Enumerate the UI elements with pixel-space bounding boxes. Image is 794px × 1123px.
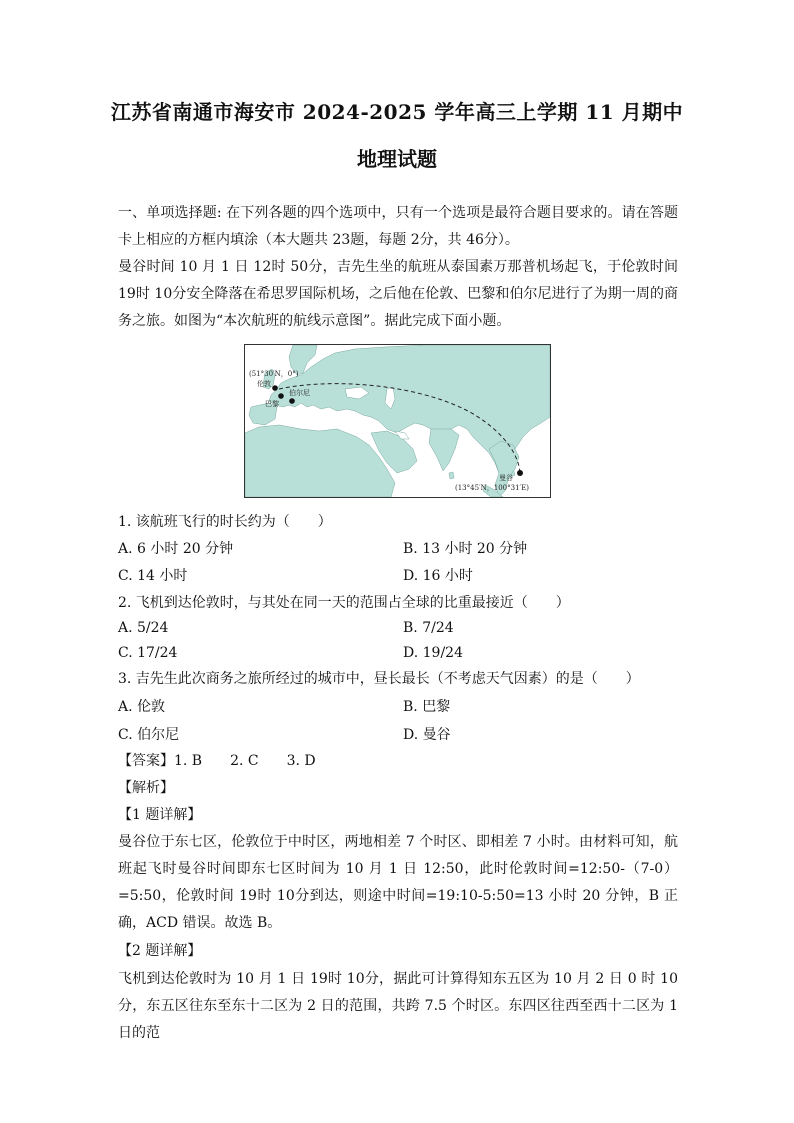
london-coord-label: (51°30′N，0°) <box>249 370 299 378</box>
flight-route-map <box>244 344 551 498</box>
question-stem: 3. 吉先生此次商务之旅所经过的城市中，昼长最长（不考虑天气因素）的是（ ） <box>118 671 640 687</box>
paris-label: 巴黎 <box>265 400 279 408</box>
london-marker <box>272 385 278 391</box>
detail-2-label: 【2 题详解】 <box>118 943 202 959</box>
bangkok-label: 曼谷 <box>499 474 513 482</box>
option-d: D. 曼谷 <box>403 727 451 743</box>
detail-2-text: 飞机到达伦敦时为 10 月 1 日 19时 10分，据此可计算得知东五区为 10 月 2 日 0 时 10 分，东五区往东至东十二区为 2 日的范围，共跨 7.5 个时区。东四区往西至西十二区为 1 日的范 <box>118 971 678 1041</box>
answer-line: 【答案】1. B 2. C 3. D <box>118 753 316 769</box>
option-c: C. 伯尔尼 <box>118 727 180 743</box>
option-a: A. 5/24 <box>118 620 169 636</box>
paris-marker <box>278 393 284 399</box>
bangkok-marker <box>517 470 523 476</box>
bern-marker <box>289 398 295 404</box>
detail-1-label: 【1 题详解】 <box>118 807 202 823</box>
exam-title: 江苏省南通市海安市 2024-2025 学年高三上学期 11 月期中 <box>110 100 684 124</box>
section-instructions: 一、单项选择题: 在下列各题的四个选项中，只有一个选项是最符合题目要求的。请在答题卡上相应的方框内填涂（本大题共 23题，每题 2分，共 46分）。 <box>118 205 678 248</box>
option-c: C. 14 小时 <box>118 568 188 584</box>
map-svg <box>245 345 550 497</box>
option-d: D. 19/24 <box>403 645 463 661</box>
option-a: A. 伦敦 <box>118 699 166 715</box>
london-label: 伦敦 <box>257 380 271 388</box>
srilanka-land <box>449 472 454 479</box>
option-b: B. 巴黎 <box>403 699 451 715</box>
option-c: C. 17/24 <box>118 645 178 661</box>
detail-1-text: 曼谷位于东七区，伦敦位于中时区，两地相差 7 个时区、即相差 7 小时。由材料可知，航班起飞时曼谷时间即东七区时间为 10 月 1 日 12:50，此时伦敦时间=12:50-（7-0）=5:50，伦敦时间 19时 10分到达，则途中时间=19:10-5:50=13 小时 20 分钟，B 正确，ACD 错误。故选 B。 <box>118 834 678 931</box>
question-material: 曼谷时间 10 月 1 日 12时 50分，吉先生坐的航班从泰国素万那普机场起飞，于伦敦时间 19时 10分安全降落在希思罗国际机场，之后他在伦敦、巴黎和伯尔尼进行了为期一周的商务之旅。如图为“本次航班的航线示意图”。据此完成下面小题。 <box>118 259 678 329</box>
exam-subtitle: 地理试题 <box>357 147 437 171</box>
bangkok-coord-label: (13°45′N，100°31′E) <box>455 484 529 492</box>
option-b: B. 13 小时 20 分钟 <box>403 541 528 557</box>
question-stem: 2. 飞机到达伦敦时，与其处在同一天的范围占全球的比重最接近（ ） <box>118 595 570 611</box>
bern-label: 伯尔尼 <box>289 389 310 397</box>
option-d: D. 16 小时 <box>403 568 473 584</box>
option-a: A. 6 小时 20 分钟 <box>118 541 234 557</box>
option-b: B. 7/24 <box>403 620 454 636</box>
analysis-label: 【解析】 <box>118 780 174 796</box>
question-stem: 1. 该航班飞行的时长约为（ ） <box>118 514 332 530</box>
